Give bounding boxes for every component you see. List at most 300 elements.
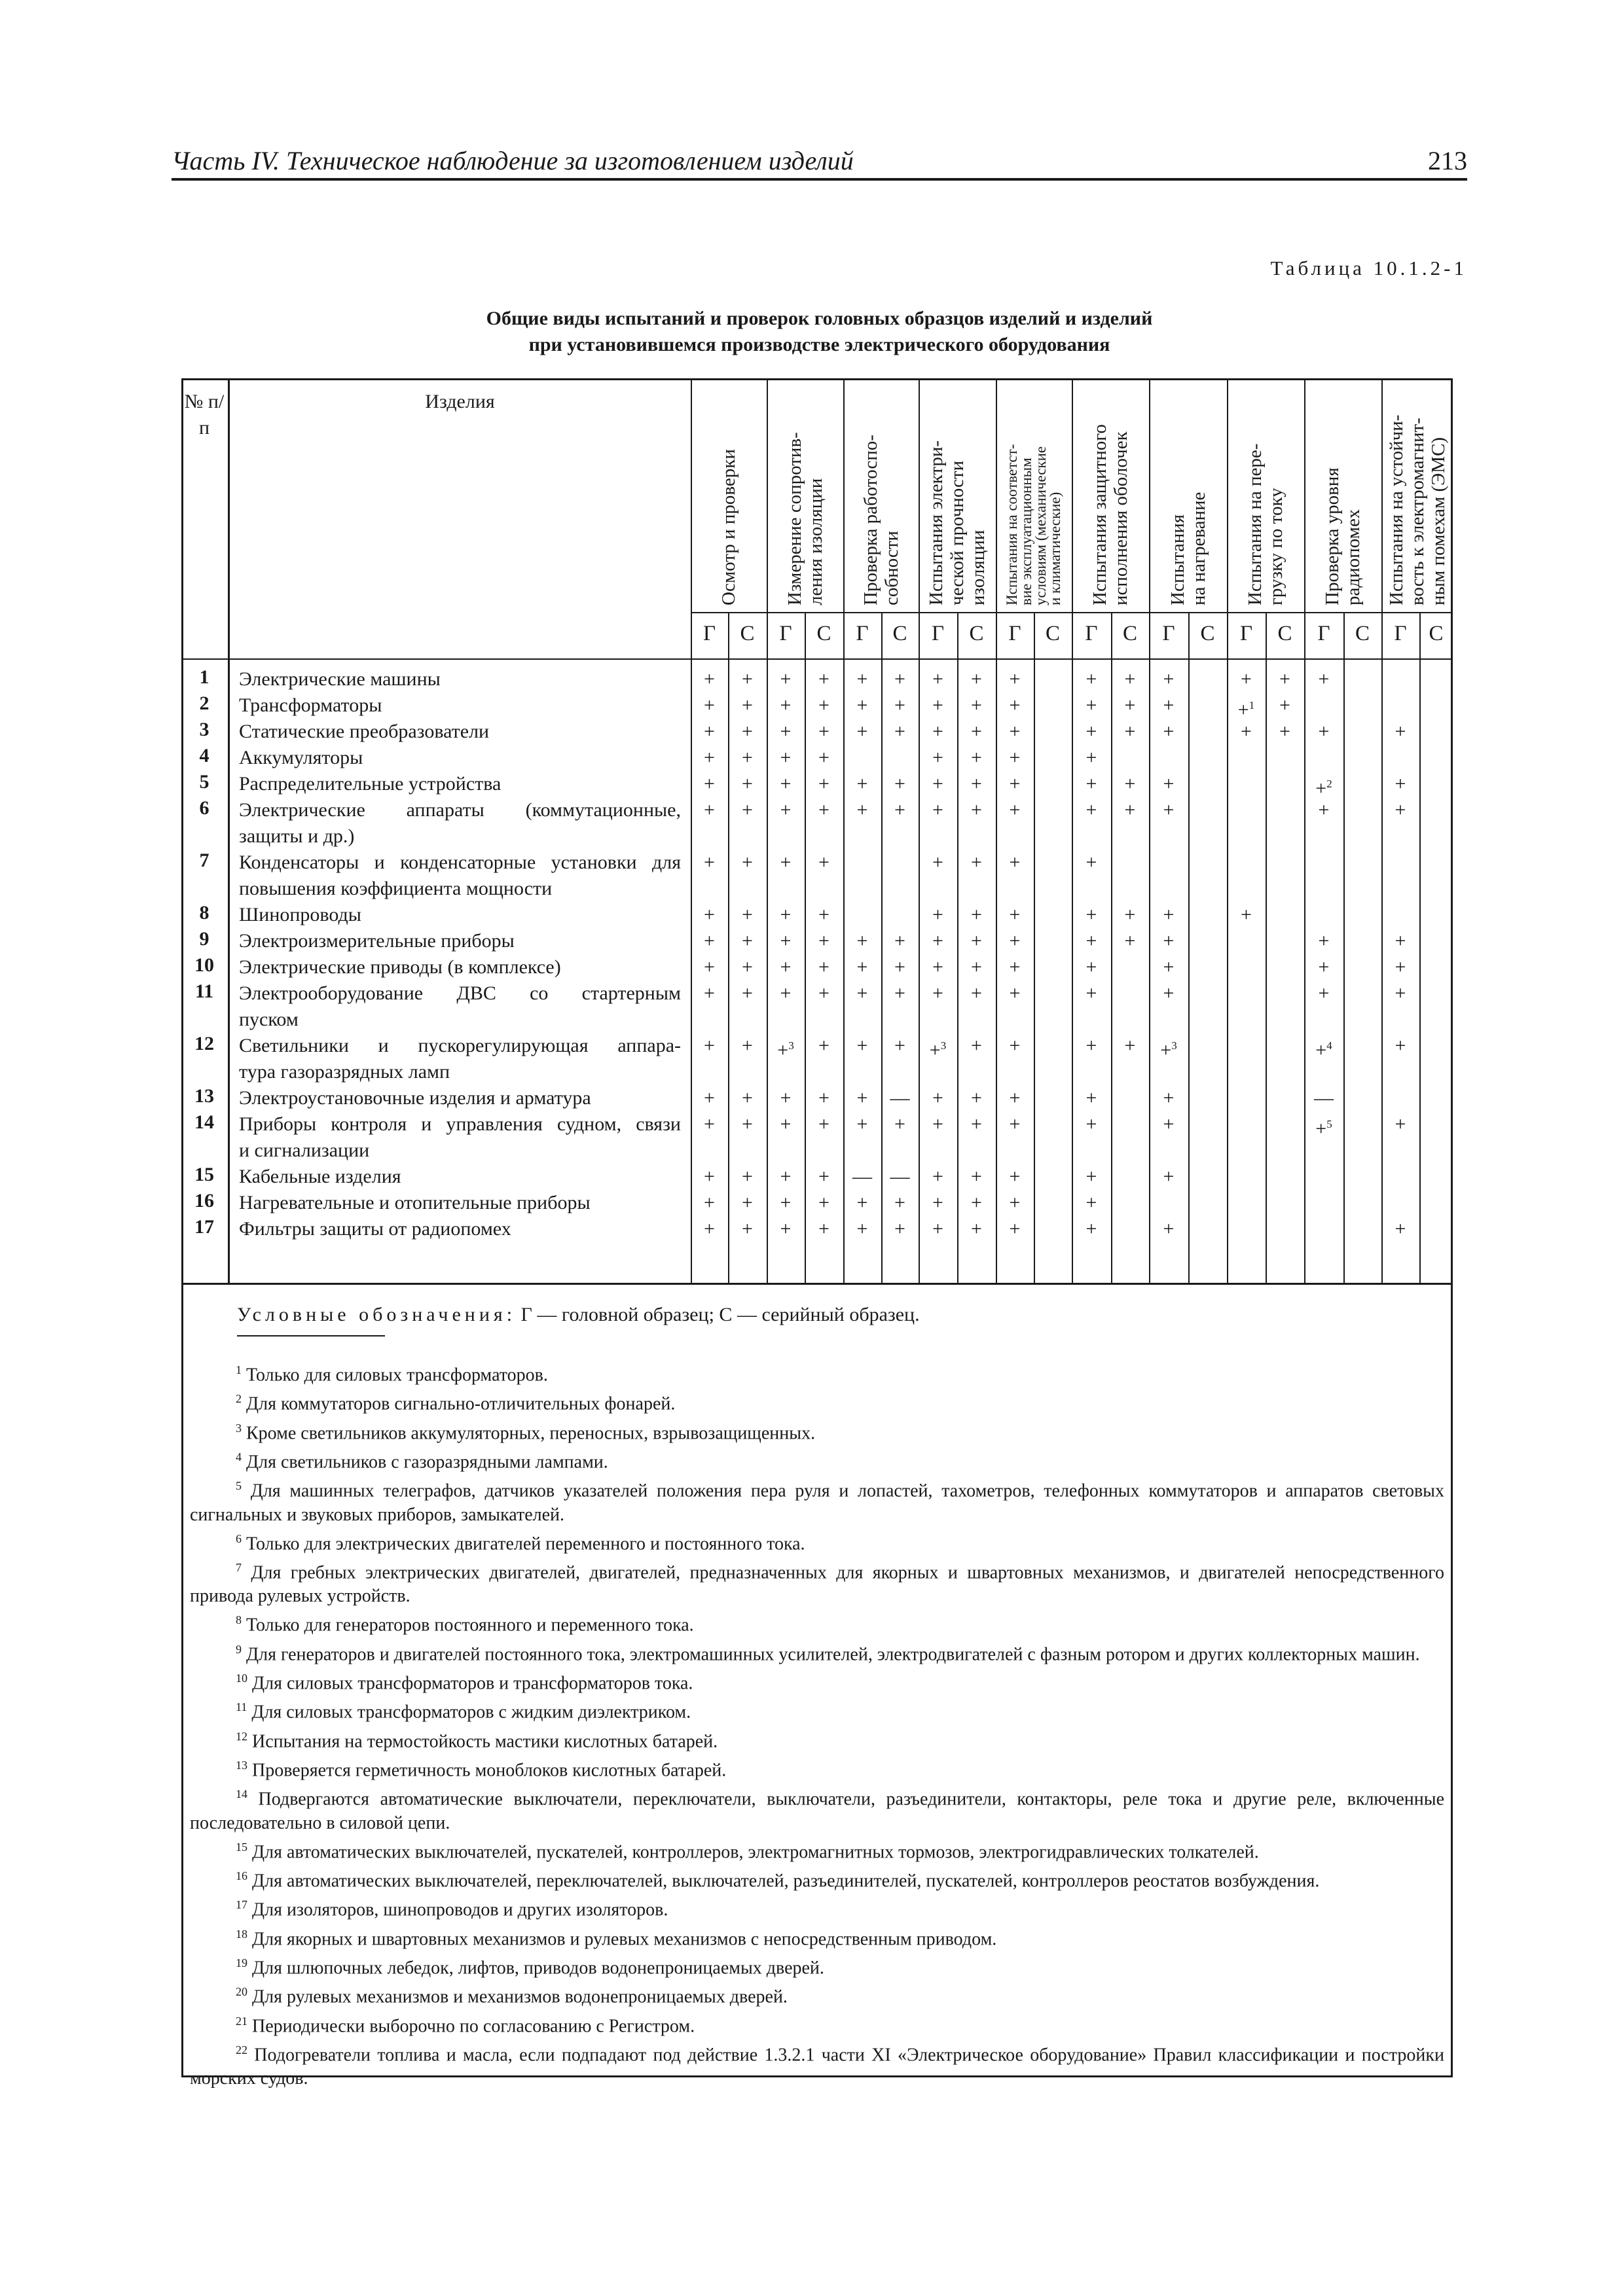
mark-cell: + bbox=[1009, 1218, 1021, 1240]
label-s: С bbox=[892, 622, 907, 645]
vline-test-15 bbox=[1227, 378, 1228, 1283]
mark-cell: + bbox=[971, 694, 982, 716]
mark-cell: + bbox=[1279, 694, 1290, 716]
mark-cell: + bbox=[932, 904, 943, 925]
mark-cell: + bbox=[971, 773, 982, 795]
hline-body-bottom bbox=[181, 1283, 1453, 1285]
mark-cell: + bbox=[780, 930, 792, 952]
mark-cell: + bbox=[1009, 904, 1021, 925]
mark-cell: + bbox=[780, 1192, 792, 1213]
mark-cell: + bbox=[856, 721, 868, 742]
row-number: 13 bbox=[194, 1085, 214, 1107]
footnote-12: $^{12}$ Испытания на термостойкость мастики кислотных батарей. bbox=[236, 1729, 718, 1751]
vline-gs-18 bbox=[1343, 612, 1345, 1283]
footnote-5: $^5$ Для машинных телеграфов, датчиков указателей положения пера руля и лопастей, тахометров, телефонных коммутаторов и аппаратов световых сигнальных и звуковых приборов, замыкателей. bbox=[190, 1479, 1444, 1525]
test-header-5-line-2: вие эксплуатационным bbox=[1018, 457, 1034, 605]
label-g: Г bbox=[702, 622, 716, 645]
mark-cell: + bbox=[932, 1218, 943, 1240]
mark-cell: + bbox=[704, 1113, 715, 1135]
mark-cell: + bbox=[742, 956, 753, 978]
mark-cell: +$^3$ bbox=[777, 1039, 794, 1061]
mark-cell: + bbox=[856, 799, 868, 821]
footnote-1: $^1$ Только для силовых трансформаторов. bbox=[236, 1363, 548, 1386]
footnote-18: $^{18}$ Для якорных и швартовных механизмов и рулевых механизмов с непосредственным приводом. bbox=[236, 1927, 997, 1949]
mark-cell: + bbox=[704, 956, 715, 978]
label-s: С bbox=[1200, 622, 1215, 645]
vline-test-7 bbox=[919, 378, 920, 1283]
mark-cell: + bbox=[1085, 1192, 1097, 1213]
vline-test-19 bbox=[1381, 378, 1383, 1283]
mark-cell: + bbox=[932, 1192, 943, 1213]
label-g: Г bbox=[1394, 622, 1407, 645]
mark-cell: + bbox=[780, 956, 792, 978]
mark-cell: + bbox=[971, 982, 982, 1004]
mark-cell: + bbox=[1124, 721, 1136, 742]
row-item-name: Фильтры защиты от радиопомех bbox=[239, 1218, 511, 1240]
mark-cell: + bbox=[1085, 799, 1097, 821]
mark-cell: + bbox=[742, 694, 753, 716]
mark-cell: + bbox=[742, 930, 753, 952]
mark-cell: + bbox=[780, 1218, 792, 1240]
table-title-line-2: при установившемся производстве электрического оборудования bbox=[528, 334, 1110, 355]
vline-gs-8 bbox=[957, 612, 958, 1283]
label-s: С bbox=[1122, 622, 1137, 645]
mark-cell: + bbox=[742, 982, 753, 1004]
mark-cell: + bbox=[894, 1192, 905, 1213]
mark-cell: + bbox=[856, 1113, 868, 1135]
footnote-2: $^2$ Для коммутаторов сигнально-отличительных фонарей. bbox=[236, 1392, 676, 1414]
mark-cell: + bbox=[780, 982, 792, 1004]
mark-cell: + bbox=[818, 1192, 830, 1213]
mark-cell: + bbox=[1395, 721, 1406, 742]
mark-cell: + bbox=[742, 721, 753, 742]
mark-cell: + bbox=[1009, 1113, 1021, 1135]
mark-cell: + bbox=[780, 1166, 792, 1187]
mark-cell: + bbox=[1085, 982, 1097, 1004]
test-header-1-line-1: Осмотр и проверки bbox=[718, 449, 739, 605]
mark-cell: + bbox=[894, 1035, 905, 1056]
mark-cell: + bbox=[780, 747, 792, 768]
mark-cell: + bbox=[1395, 1035, 1406, 1056]
test-header-3-line-1: Проверка работоспо- bbox=[860, 435, 881, 605]
mark-cell: + bbox=[818, 904, 830, 925]
mark-cell: + bbox=[818, 694, 830, 716]
mark-cell: + bbox=[1163, 721, 1175, 742]
mark-cell: + bbox=[971, 799, 982, 821]
row-item-name: Аккумуляторы bbox=[239, 747, 363, 768]
mark-cell: + bbox=[742, 747, 753, 768]
mark-cell: + bbox=[1085, 930, 1097, 952]
mark-cell: + bbox=[780, 773, 792, 795]
mark-cell: + bbox=[1009, 852, 1021, 873]
footnote-16: $^{16}$ Для автоматических выключателей, переключателей, выключателей, разъединителей, пускателей, контроллеров реостатов возбуждения. bbox=[236, 1869, 1320, 1892]
mark-cell: + bbox=[1124, 1035, 1136, 1056]
mark-cell: + bbox=[1085, 852, 1097, 873]
page-number: 213 bbox=[1428, 146, 1467, 175]
legend bbox=[237, 1304, 920, 1326]
test-header-10-line-1: Испытания на устойчи- bbox=[1385, 414, 1407, 605]
mark-cell: + bbox=[894, 956, 905, 978]
mark-cell: +$^5$ bbox=[1315, 1118, 1332, 1139]
vline-gs-10 bbox=[1034, 612, 1035, 1283]
column-header-items: Изделия bbox=[425, 391, 495, 412]
row-item-name: Трансформаторы bbox=[239, 694, 382, 716]
mark-cell: + bbox=[971, 852, 982, 873]
vline-test-13 bbox=[1149, 378, 1150, 1283]
mark-cell: + bbox=[971, 1035, 982, 1056]
row-number: 3 bbox=[199, 719, 210, 740]
label-s: С bbox=[1429, 622, 1444, 645]
test-header-3-line-2: собности bbox=[881, 531, 902, 605]
vline-test-3 bbox=[767, 378, 768, 1283]
mark-cell: + bbox=[704, 799, 715, 821]
mark-cell: + bbox=[856, 1035, 868, 1056]
label-g: Г bbox=[856, 622, 869, 645]
footnote-9: $^9$ Для генераторов и двигателей постоянного тока, электромашинных усилителей, электродвигателей с фазным ротором и других коллекторных машин. bbox=[236, 1642, 1420, 1664]
test-header-4-line-1: Испытания электри- bbox=[926, 440, 947, 605]
mark-cell: + bbox=[742, 1035, 753, 1056]
test-header-6-line-1: Испытания защитного bbox=[1089, 424, 1110, 605]
mark-cell: + bbox=[856, 1192, 868, 1213]
label-g: Г bbox=[1008, 622, 1021, 645]
mark-cell: + bbox=[704, 904, 715, 925]
row-number: 10 bbox=[194, 954, 214, 976]
test-header-6-line-2: исполнения оболочек bbox=[1110, 431, 1131, 605]
mark-cell: + bbox=[1395, 773, 1406, 795]
footnote-10: $^{10}$ Для силовых трансформаторов и трансформаторов тока. bbox=[236, 1671, 693, 1694]
vline-gs-2 bbox=[728, 612, 729, 1283]
mark-cell: + bbox=[1085, 1087, 1097, 1109]
mark-cell: + bbox=[894, 930, 905, 952]
mark-cell: + bbox=[1085, 1113, 1097, 1135]
vline-test-1 bbox=[691, 378, 692, 1283]
mark-cell: + bbox=[1124, 668, 1136, 690]
mark-cell: + bbox=[1085, 747, 1097, 768]
mark-cell: + bbox=[1085, 694, 1097, 716]
mark-cell: + bbox=[971, 1192, 982, 1213]
mark-cell: + bbox=[818, 1166, 830, 1187]
mark-cell: + bbox=[1395, 930, 1406, 952]
mark-cell: + bbox=[971, 1218, 982, 1240]
mark-cell: + bbox=[932, 747, 943, 768]
mark-cell: + bbox=[971, 904, 982, 925]
mark-cell: + bbox=[818, 852, 830, 873]
mark-cell: + bbox=[1279, 668, 1290, 690]
mark-cell: + bbox=[1009, 956, 1021, 978]
row-number: 16 bbox=[194, 1190, 214, 1211]
mark-cell: + bbox=[932, 852, 943, 873]
mark-cell: + bbox=[704, 1035, 715, 1056]
mark-cell: + bbox=[1163, 982, 1175, 1004]
vline-gs-16 bbox=[1266, 612, 1267, 1283]
mark-cell: + bbox=[704, 1166, 715, 1187]
mark-cell: + bbox=[1085, 1035, 1097, 1056]
row-number: 1 bbox=[199, 666, 210, 688]
footnote-21: $^{21}$ Периодически выборочно по согласованию с Регистром. bbox=[236, 2014, 695, 2036]
legend-text: Г — головной образец; С — серийный образец. bbox=[520, 1304, 920, 1325]
mark-cell: + bbox=[1163, 773, 1175, 795]
vline-test-5 bbox=[843, 378, 845, 1283]
mark-cell: + bbox=[818, 773, 830, 795]
test-header-4-line-3: изоляции bbox=[968, 529, 989, 605]
legend-label: Условные обозначения: bbox=[237, 1304, 517, 1325]
mark-cell: + bbox=[704, 694, 715, 716]
mark-cell: + bbox=[742, 1218, 753, 1240]
mark-cell: + bbox=[818, 930, 830, 952]
test-header-2-line-1: Измерение сопротив- bbox=[784, 432, 805, 605]
mark-cell: + bbox=[1009, 1192, 1021, 1213]
mark-cell: +$^2$ bbox=[1315, 778, 1332, 799]
label-g: Г bbox=[931, 622, 945, 645]
test-header-7-line-1: Испытания bbox=[1167, 514, 1188, 605]
test-header-10-line-2: вость к электромагнит- bbox=[1406, 418, 1428, 605]
mark-cell: + bbox=[818, 747, 830, 768]
mark-cell: + bbox=[932, 694, 943, 716]
table-number: Таблица 10.1.2-1 bbox=[1270, 257, 1467, 279]
mark-cell: + bbox=[856, 1218, 868, 1240]
mark-cell: + bbox=[780, 668, 792, 690]
mark-cell: + bbox=[1395, 956, 1406, 978]
mark-cell: + bbox=[894, 694, 905, 716]
mark-cell: + bbox=[932, 982, 943, 1004]
mark-cell: + bbox=[856, 956, 868, 978]
mark-cell: + bbox=[971, 930, 982, 952]
footnote-22: $^{22}$ Подогреватели топлива и масла, если подпадают под действие 1.3.2.1 части XI «Электрическое оборудование» Правил классификации и постройки морских судов. bbox=[190, 2043, 1444, 2089]
mark-cell: + bbox=[1085, 1218, 1097, 1240]
mark-cell: + bbox=[742, 1166, 753, 1187]
row-item-name: Конденсаторы и конденсаторные установки для повышения коэффициента мощности bbox=[239, 852, 681, 899]
mark-cell: + bbox=[742, 799, 753, 821]
mark-cell: + bbox=[818, 668, 830, 690]
mark-cell: + bbox=[704, 668, 715, 690]
mark-cell: + bbox=[818, 721, 830, 742]
mark-cell: +$^1$ bbox=[1237, 699, 1255, 721]
mark-cell: + bbox=[704, 930, 715, 952]
mark-cell: + bbox=[1395, 799, 1406, 821]
mark-cell: + bbox=[1009, 982, 1021, 1004]
mark-cell: + bbox=[932, 956, 943, 978]
row-item-name: Светильники и пускорегулирующая аппара- тура газоразрядных ламп bbox=[239, 1035, 681, 1083]
mark-cell: + bbox=[971, 1166, 982, 1187]
footnote-14: $^{14}$ Подвергаются автоматические выключатели, переключатели, выключатели, разъединители, контакторы, реле тока и другие реле, включенные последовательно в силовой цепи. bbox=[190, 1787, 1444, 1833]
test-header-8-line-1: Испытания на пере- bbox=[1245, 443, 1266, 605]
mark-cell: + bbox=[1009, 694, 1021, 716]
mark-cell: + bbox=[704, 852, 715, 873]
mark-cell: + bbox=[1085, 904, 1097, 925]
mark-cell: + bbox=[894, 773, 905, 795]
mark-cell: + bbox=[856, 1087, 868, 1109]
row-number: 9 bbox=[199, 928, 210, 950]
mark-cell: + bbox=[971, 956, 982, 978]
vline-test-11 bbox=[1072, 378, 1073, 1283]
mark-cell: + bbox=[1318, 721, 1330, 742]
test-header-8-line-2: грузку по току bbox=[1266, 488, 1286, 605]
vline-gs-4 bbox=[805, 612, 806, 1283]
hline-header-bottom bbox=[181, 658, 1453, 660]
mark-cell: + bbox=[1085, 668, 1097, 690]
running-header-title: Часть IV. Техническое наблюдение за изготовлением изделий bbox=[172, 146, 854, 175]
row-item-name: Электрооборудование ДВС со стартерным пуском bbox=[239, 982, 681, 1030]
label-s: С bbox=[740, 622, 755, 645]
mark-cell: + bbox=[704, 773, 715, 795]
mark-cell: + bbox=[856, 982, 868, 1004]
row-item-name: Электроизмерительные приборы bbox=[239, 930, 515, 952]
row-number: 5 bbox=[199, 771, 210, 793]
row-number: 17 bbox=[194, 1216, 214, 1238]
mark-cell: + bbox=[742, 668, 753, 690]
label-g: Г bbox=[1162, 622, 1175, 645]
mark-cell: +$^3$ bbox=[1160, 1039, 1177, 1061]
mark-cell: + bbox=[818, 799, 830, 821]
row-item-name: Приборы контроля и управления судном, связи и сигнализации bbox=[239, 1113, 681, 1161]
mark-cell: + bbox=[971, 721, 982, 742]
row-number: 8 bbox=[199, 902, 210, 924]
footnote-3: $^3$ Кроме светильников аккумуляторных, переносных, взрывозащищенных. bbox=[236, 1421, 816, 1443]
mark-cell: + bbox=[704, 721, 715, 742]
row-number: 11 bbox=[194, 980, 214, 1002]
mark-cell: + bbox=[1163, 694, 1175, 716]
test-header-9-line-2: радиопомех bbox=[1343, 509, 1364, 605]
mark-cell: + bbox=[1395, 1218, 1406, 1240]
mark-cell: + bbox=[780, 852, 792, 873]
mark-cell: + bbox=[1163, 1087, 1175, 1109]
mark-cell: + bbox=[704, 1218, 715, 1240]
row-number: 14 bbox=[194, 1111, 214, 1133]
mark-cell: + bbox=[1318, 799, 1330, 821]
mark-cell: + bbox=[1318, 982, 1330, 1004]
mark-cell: + bbox=[1124, 799, 1136, 821]
mark-cell: + bbox=[1124, 773, 1136, 795]
mark-cell: + bbox=[894, 799, 905, 821]
mark-cell: +$^3$ bbox=[929, 1039, 947, 1061]
mark-cell: + bbox=[1009, 799, 1021, 821]
mark-cell: + bbox=[1085, 1166, 1097, 1187]
mark-cell: + bbox=[818, 956, 830, 978]
mark-cell: + bbox=[818, 1087, 830, 1109]
mark-cell: + bbox=[780, 799, 792, 821]
label-s: С bbox=[1355, 622, 1370, 645]
test-header-5-line-4: и климатические) bbox=[1047, 492, 1063, 605]
mark-cell: + bbox=[1163, 930, 1175, 952]
test-header-10-line-3: ным помехам (ЭМС) bbox=[1427, 437, 1449, 605]
mark-cell: + bbox=[971, 1113, 982, 1135]
mark-cell: + bbox=[1009, 747, 1021, 768]
row-number: 2 bbox=[199, 692, 210, 714]
mark-cell: + bbox=[742, 852, 753, 873]
mark-cell: + bbox=[818, 1218, 830, 1240]
label-s: С bbox=[969, 622, 984, 645]
mark-cell: + bbox=[742, 1192, 753, 1213]
mark-cell: + bbox=[1318, 668, 1330, 690]
mark-cell: + bbox=[1124, 930, 1136, 952]
mark-cell: + bbox=[1009, 1087, 1021, 1109]
mark-cell: — bbox=[890, 1166, 910, 1187]
test-header-2-line-2: ления изоляции bbox=[805, 478, 826, 605]
column-header-number: № п/п bbox=[184, 391, 225, 439]
mark-cell: + bbox=[1279, 721, 1290, 742]
mark-cell: + bbox=[742, 1087, 753, 1109]
mark-cell: + bbox=[932, 668, 943, 690]
row-item-name: Электрические машины bbox=[239, 668, 441, 690]
row-number: 4 bbox=[199, 745, 210, 766]
mark-cell: + bbox=[856, 773, 868, 795]
vline-gs-14 bbox=[1188, 612, 1190, 1283]
header-rule bbox=[172, 178, 1467, 181]
row-number: 15 bbox=[194, 1164, 214, 1185]
mark-cell: + bbox=[894, 1218, 905, 1240]
mark-cell: + bbox=[971, 668, 982, 690]
mark-cell: + bbox=[1318, 930, 1330, 952]
label-s: С bbox=[1045, 622, 1060, 645]
row-item-name: Электроустановочные изделия и арматура bbox=[239, 1087, 591, 1109]
test-header-7-line-2: на нагревание bbox=[1188, 492, 1209, 605]
vline-gs-6 bbox=[881, 612, 883, 1283]
test-header-9-line-1: Проверка уровня bbox=[1322, 467, 1343, 605]
mark-cell: + bbox=[932, 721, 943, 742]
footnote-15: $^{15}$ Для автоматических выключателей, пускателей, контроллеров, электромагнитных тормозов, электрогидравлических толкателей. bbox=[236, 1840, 1259, 1862]
label-g: Г bbox=[779, 622, 792, 645]
mark-cell: + bbox=[1163, 956, 1175, 978]
mark-cell: + bbox=[1163, 1166, 1175, 1187]
mark-cell: + bbox=[1085, 773, 1097, 795]
footnote-17: $^{17}$ Для изоляторов, шинопроводов и других изоляторов. bbox=[236, 1898, 668, 1920]
mark-cell: + bbox=[971, 1087, 982, 1109]
row-number: 7 bbox=[199, 850, 210, 871]
mark-cell: + bbox=[932, 1113, 943, 1135]
footnote-20: $^{20}$ Для рулевых механизмов и механизмов водонепроницаемых дверей. bbox=[236, 1985, 788, 2007]
mark-cell: + bbox=[742, 904, 753, 925]
mark-cell: + bbox=[818, 1035, 830, 1056]
mark-cell: + bbox=[1009, 1166, 1021, 1187]
mark-cell: + bbox=[742, 773, 753, 795]
mark-cell: + bbox=[1395, 982, 1406, 1004]
mark-cell: + bbox=[704, 1192, 715, 1213]
mark-cell: + bbox=[1163, 1113, 1175, 1135]
row-item-name: Распределительные устройства bbox=[239, 773, 501, 795]
mark-cell: + bbox=[1009, 773, 1021, 795]
row-item-name: Нагревательные и отопительные приборы bbox=[239, 1192, 591, 1213]
row-item-name: Электрические аппараты (коммутационные, защиты и др.) bbox=[239, 799, 681, 847]
mark-cell: + bbox=[780, 721, 792, 742]
label-g: Г bbox=[1239, 622, 1253, 645]
table-title-line-1: Общие виды испытаний и проверок головных образцов изделий и изделий bbox=[486, 308, 1153, 329]
mark-cell: + bbox=[856, 930, 868, 952]
mark-cell: + bbox=[818, 1113, 830, 1135]
row-item-name: Шинопроводы bbox=[239, 904, 361, 925]
mark-cell: + bbox=[818, 982, 830, 1004]
mark-cell: + bbox=[894, 982, 905, 1004]
mark-cell: + bbox=[856, 694, 868, 716]
mark-cell: +$^4$ bbox=[1315, 1039, 1332, 1061]
footnote-11: $^{11}$ Для силовых трансформаторов с жидким диэлектриком. bbox=[236, 1700, 691, 1723]
mark-cell: + bbox=[1124, 904, 1136, 925]
row-number: 12 bbox=[194, 1033, 214, 1054]
mark-cell: + bbox=[932, 1087, 943, 1109]
row-number: 6 bbox=[199, 797, 210, 819]
row-item-name: Кабельные изделия bbox=[239, 1166, 401, 1187]
mark-cell: — bbox=[1314, 1087, 1334, 1109]
mark-cell: + bbox=[894, 1113, 905, 1135]
test-header-5-line-1: Испытания на соответст- bbox=[1004, 444, 1020, 605]
row-item-name: Электрические приводы (в комплексе) bbox=[239, 956, 561, 978]
mark-cell: + bbox=[932, 773, 943, 795]
mark-cell: + bbox=[1085, 956, 1097, 978]
vline-gs-12 bbox=[1111, 612, 1112, 1283]
footnote-8: $^8$ Только для генераторов постоянного и переменного тока. bbox=[236, 1613, 694, 1636]
mark-cell: + bbox=[894, 668, 905, 690]
row-item-name: Статические преобразователи bbox=[239, 721, 490, 742]
mark-cell: + bbox=[932, 799, 943, 821]
